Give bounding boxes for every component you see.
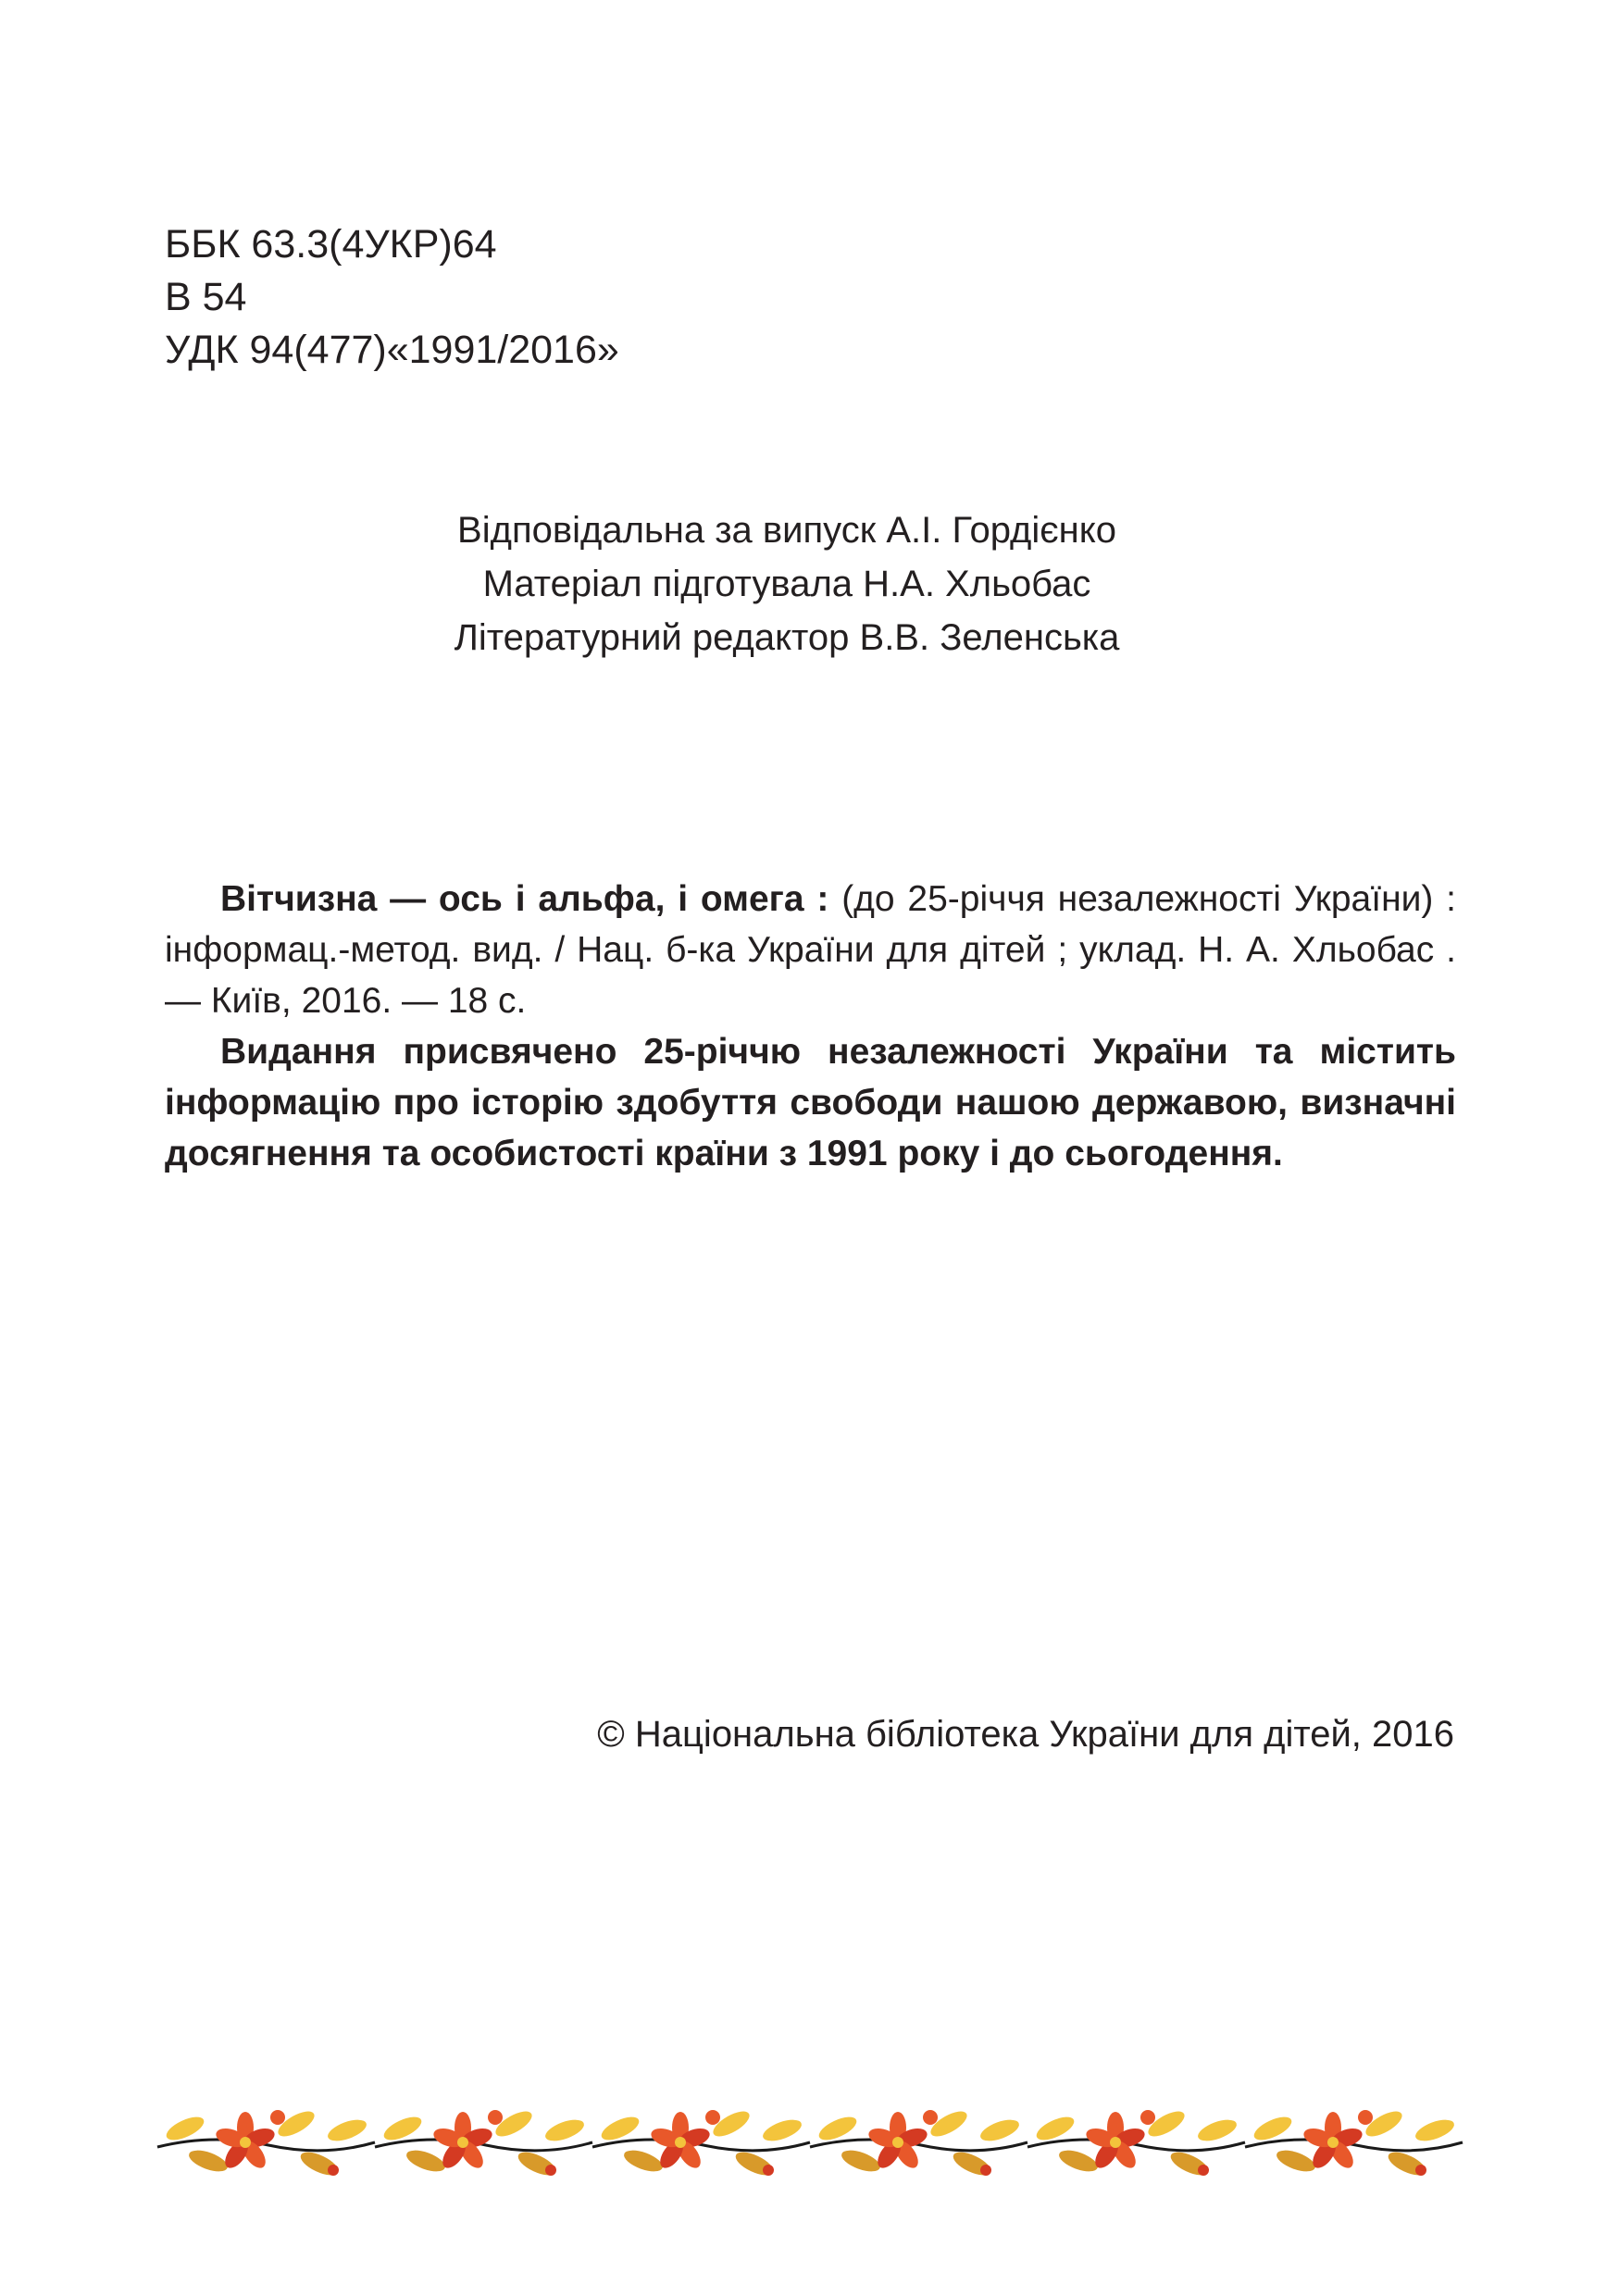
literary-editor: Літературний редактор В.В. Зеленська bbox=[454, 617, 1120, 658]
ornament-motif bbox=[1245, 2106, 1463, 2179]
author-mark: В 54 bbox=[165, 275, 247, 319]
bbk-code: ББК 63.3(4УКР)64 bbox=[165, 222, 497, 267]
classification-codes bbox=[165, 218, 619, 377]
copyright-notice: © Національна бібліотека України для дітей, 2016 bbox=[597, 1714, 1454, 1755]
book-title: Вітчизна — ось і альфа, і омега : bbox=[220, 879, 829, 919]
description-text: (до 25-річчя незалежності України) : інформац.-метод. вид. / Нац. б-ка України для дітей ; уклад. Н. А. Хльобас . — Київ, 2016. — 18 с. bbox=[165, 879, 1456, 1021]
annotation-text: Видання присвячено 25-річчю незалежності України та містить інформацію про історію здобуття свободи нашою державою, визначні досягнення та особистості країни з 1991 року і до сьогодення. bbox=[165, 1032, 1456, 1173]
ornament-motif bbox=[1027, 2106, 1245, 2179]
material-preparer: Матеріал підготувала Н.А. Хльобас bbox=[482, 564, 1091, 604]
floral-ornament-border bbox=[148, 2091, 1472, 2193]
ornament-motif bbox=[592, 2106, 810, 2179]
responsible-person: Відповідальна за випуск А.І. Гордієнко bbox=[457, 510, 1116, 551]
ornament-motif bbox=[375, 2106, 592, 2179]
bibliographic-record bbox=[165, 874, 1456, 1179]
udk-code: УДК 94(477)«1991/2016» bbox=[165, 328, 619, 372]
bibliographic-description bbox=[165, 874, 1456, 1026]
ornament-motif bbox=[810, 2106, 1027, 2179]
credits-block bbox=[370, 503, 1203, 664]
ornament-motif bbox=[157, 2106, 375, 2179]
